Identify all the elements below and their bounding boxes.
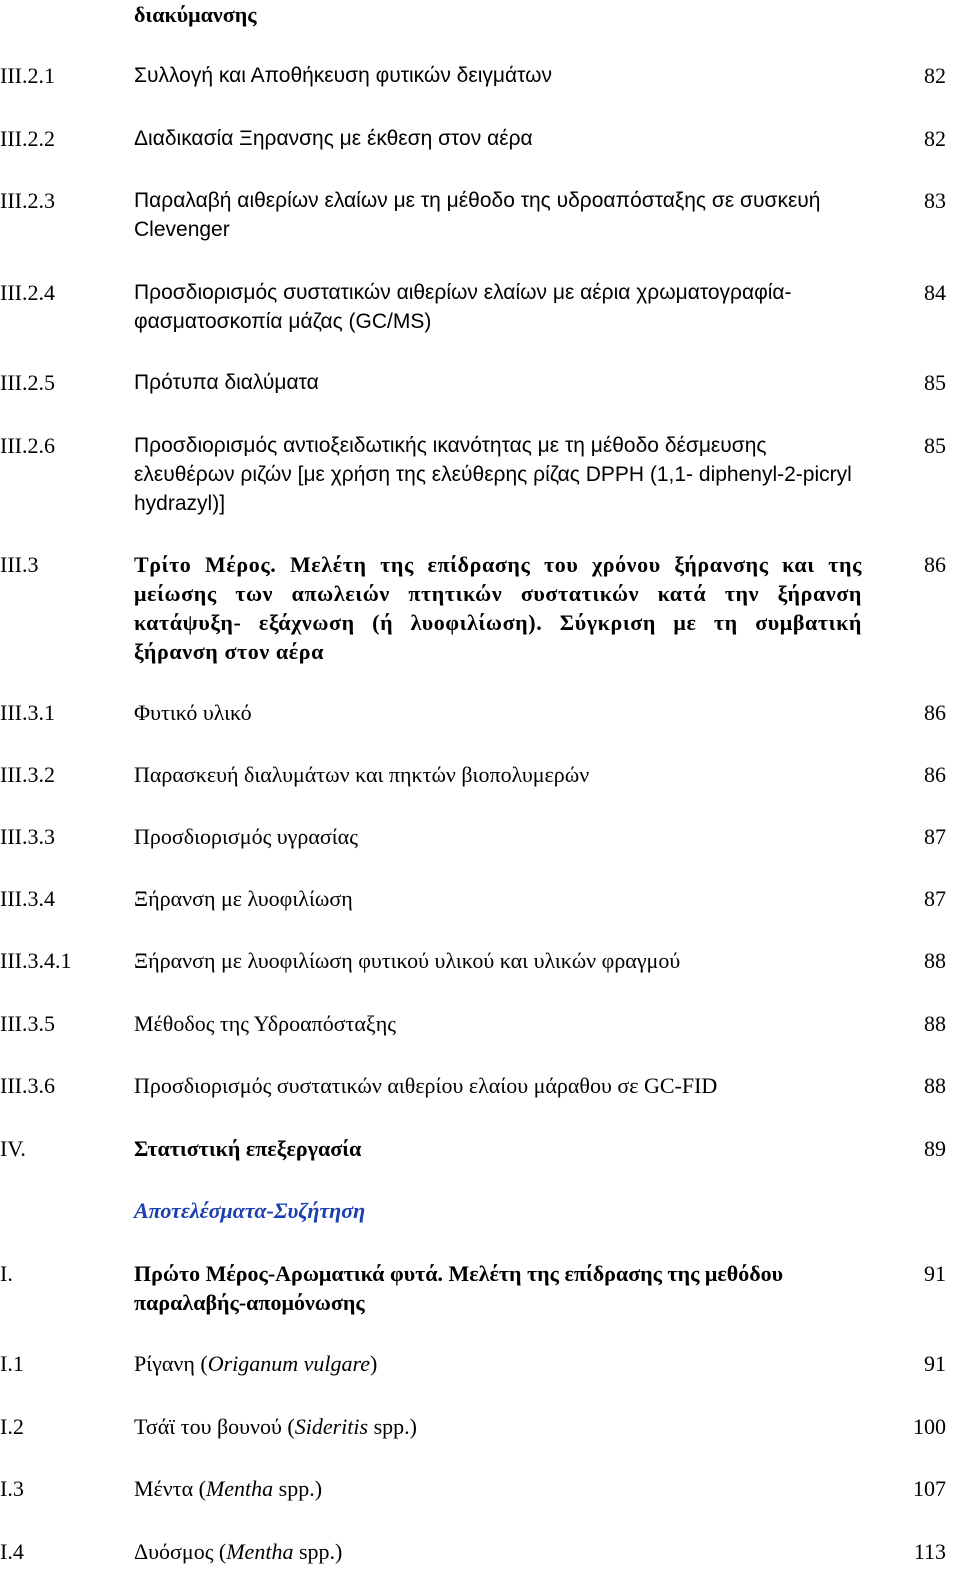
entry-page: 82 bbox=[924, 126, 946, 151]
entry-page: 107 bbox=[913, 1476, 946, 1501]
entry-page: 86 bbox=[924, 552, 946, 577]
entry-number: III.3.6 bbox=[0, 1073, 55, 1098]
entry-page: 113 bbox=[913, 1539, 946, 1564]
entry-number: III.2.1 bbox=[0, 63, 55, 88]
entry-title: Φυτικό υλικό bbox=[134, 700, 252, 725]
entry-title: Ξήρανση με λυοφιλίωση bbox=[134, 886, 353, 911]
entry-title: Διαδικασία Ξηρανσης με έκθεση στον αέρα bbox=[134, 127, 533, 150]
entry-number: III.2.4 bbox=[0, 280, 55, 305]
entry-number: III.3.4 bbox=[0, 886, 55, 911]
species-name: Origanum vulgare bbox=[207, 1351, 371, 1376]
entry-page: 87 bbox=[924, 824, 946, 849]
entry-title: Συλλογή και Αποθήκευση φυτικών δειγμάτων bbox=[134, 64, 553, 87]
entry-number: III.2.5 bbox=[0, 370, 55, 395]
entry-page: 86 bbox=[924, 762, 946, 787]
entry-title: Προσδιορισμός υγρασίας bbox=[134, 824, 358, 849]
species-name: Sideritis bbox=[294, 1414, 369, 1439]
entry-title: Πρότυπα διαλύματα bbox=[134, 371, 319, 394]
entry-page: 89 bbox=[924, 1136, 946, 1161]
entry-page: 87 bbox=[924, 886, 946, 911]
entry-title: Πρώτο Μέρος-Αρωματικά φυτά. Μελέτη της επίδρασης της μεθόδου παραλαβής-απομόνωσης bbox=[134, 1261, 784, 1315]
entry-number: III.3.3 bbox=[0, 824, 55, 849]
entry-page: 91 bbox=[924, 1261, 946, 1286]
entry-page: 100 bbox=[913, 1414, 946, 1439]
entry-number: I.2 bbox=[0, 1414, 24, 1439]
entry-number: III.3.4.1 bbox=[0, 948, 72, 973]
entry-title: Ρίγανη (Origanum vulgare) bbox=[134, 1351, 378, 1376]
entry-number: III.3.2 bbox=[0, 762, 55, 787]
entry-number: I.4 bbox=[0, 1539, 24, 1564]
entry-title: Δυόσμος (Mentha spp.) bbox=[134, 1539, 343, 1564]
species-name: Mentha bbox=[226, 1539, 294, 1564]
entry-title: Στατιστική επεξεργασία bbox=[134, 1136, 362, 1161]
entry-number: III.3 bbox=[0, 552, 39, 577]
entry-title: Παρασκευή διαλυμάτων και πηκτών βιοπολυμερών bbox=[134, 762, 590, 787]
entry-page: 84 bbox=[924, 280, 946, 305]
entry-title: Προσδιορισμός αντιοξειδωτικής ικανότητας με τη μέθοδο δέσμευσης ελευθέρων ριζών [με χρήση της ελεύθερης ρίζας DPPH (1,1- diphenyl-2-picryl hydrazyl)] bbox=[134, 434, 852, 515]
entry-title: διακύμανσης bbox=[134, 2, 257, 27]
entry-page: 88 bbox=[924, 1073, 946, 1098]
entry-title: Τρίτο Μέρος. Μελέτη της επίδρασης του χρόνου ξήρανσης και της μείωσης των απωλειών πτητικών συστατικών κατά την ξήρανση κατάψυξη- εξάχνωση (ή λυοφιλίωση). Σύγκριση με τη συμβατική ξήρανση στον αέρα bbox=[134, 552, 862, 664]
entry-page: 88 bbox=[924, 1011, 946, 1036]
entry-page: 82 bbox=[924, 63, 946, 88]
entry-title: Ξήρανση με λυοφιλίωση φυτικού υλικού και υλικών φραγμού bbox=[134, 948, 681, 973]
entry-page: 86 bbox=[924, 700, 946, 725]
entry-title: Παραλαβή αιθερίων ελαίων με τη μέθοδο της υδροαπόσταξης σε συσκευή Clevenger bbox=[134, 189, 821, 241]
entry-title: Προσδιορισμός συστατικών αιθερίων ελαίων με αέρια χρωματογραφία-φασματοσκοπία μάζας (GC/MS) bbox=[134, 281, 792, 333]
entry-page: 91 bbox=[924, 1351, 946, 1376]
entry-page: 85 bbox=[924, 370, 946, 395]
entry-title: Τσάϊ του βουνού (Sideritis spp.) bbox=[134, 1414, 417, 1439]
entry-title: Προσδιορισμός συστατικών αιθερίου ελαίου μάραθου σε GC-FID bbox=[134, 1073, 718, 1098]
entry-number: I.1 bbox=[0, 1351, 24, 1376]
entry-number: I.3 bbox=[0, 1476, 24, 1501]
entry-number: III.2.6 bbox=[0, 433, 55, 458]
section-heading: Αποτελέσματα-Συζήτηση bbox=[134, 1198, 366, 1223]
entry-number: III.3.5 bbox=[0, 1011, 55, 1036]
entry-number: III.2.3 bbox=[0, 188, 55, 213]
entry-number: IV. bbox=[0, 1136, 26, 1161]
entry-number: III.3.1 bbox=[0, 700, 55, 725]
entry-page: 83 bbox=[924, 188, 946, 213]
entry-title: Μέντα (Mentha spp.) bbox=[134, 1476, 323, 1501]
entry-page: 88 bbox=[924, 948, 946, 973]
entry-page: 85 bbox=[924, 433, 946, 458]
entry-number: I. bbox=[0, 1261, 13, 1286]
species-name: Mentha bbox=[205, 1476, 274, 1501]
entry-title: Μέθοδος της Υδροαπόσταξης bbox=[134, 1011, 396, 1036]
entry-number: III.2.2 bbox=[0, 126, 55, 151]
